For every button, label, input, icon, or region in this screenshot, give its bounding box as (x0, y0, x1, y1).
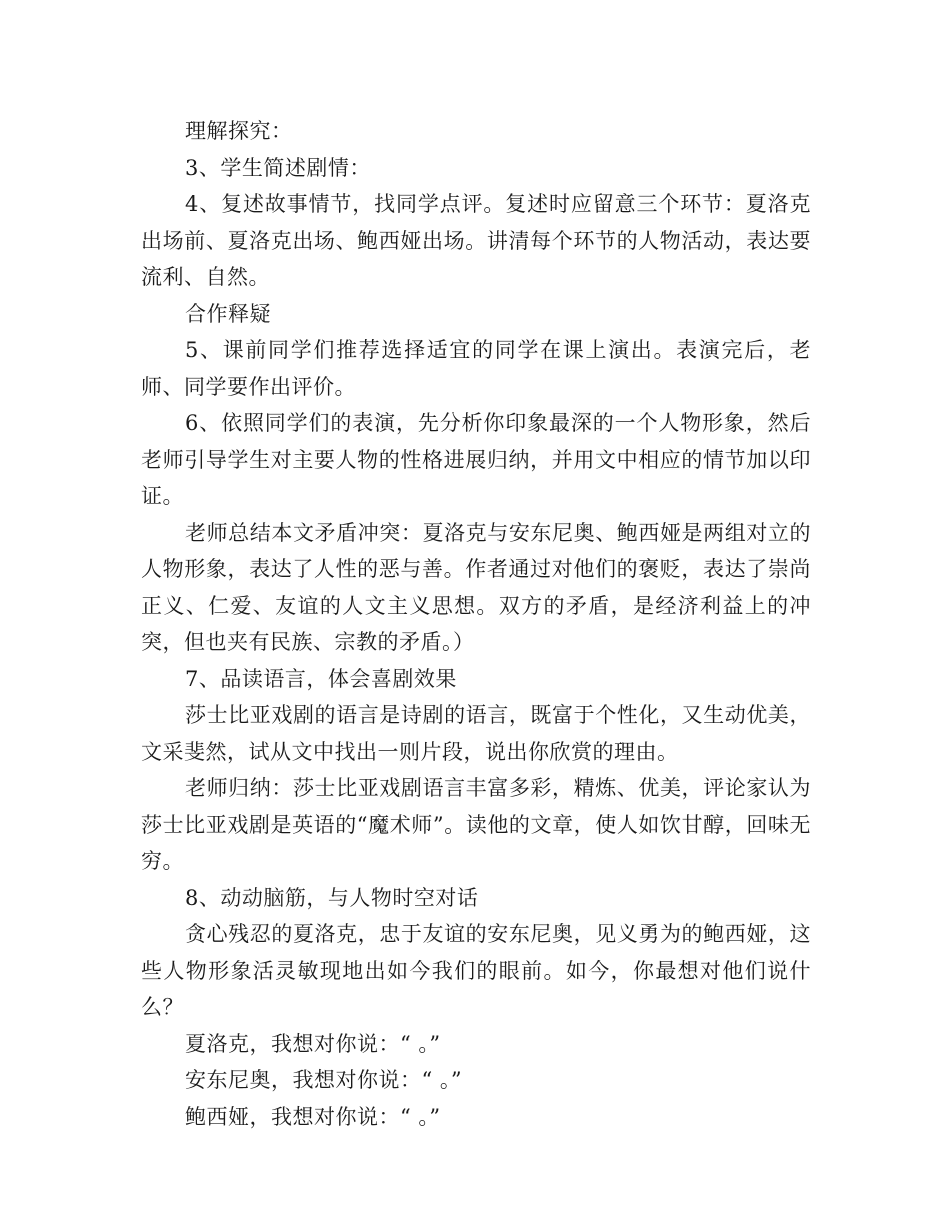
teacher-induction-paragraph: 老师归纳：莎士比亚戏剧语言丰富多彩，精炼、优美，评论家认为莎士比亚戏剧是英语的“魔术师”。读他的文章，使人如饮甘醇，回味无穷。 (141, 776, 811, 873)
step-5-paragraph: 5、课前同学们推荐选择适宜的同学在课上演出。表演完后，老师、同学要作出评价。 (141, 338, 811, 399)
step-6-paragraph: 6、依照同学们的表演，先分析你印象最深的一个人物形象，然后老师引导学生对主要人物的性格进展归纳，并用文中相应的情节加以印证。 (141, 411, 811, 508)
dialogue-portia: 鲍西娅，我想对你说：“ 。” (185, 1104, 441, 1129)
dialogue-shylock: 夏洛克，我想对你说：“ 。” (185, 1031, 441, 1056)
characters-paragraph: 贪心残忍的夏洛克，忠于友谊的安东尼奥，见义勇为的鲍西娅，这些人物形象活灵敏现地出如今我们的眼前。如今，你最想对他们说什么？ (141, 922, 811, 1019)
section-heading-cooperation: 合作释疑 (185, 301, 271, 326)
language-paragraph: 莎士比亚戏剧的语言是诗剧的语言，既富于个性化，又生动优美，文采斐然，试从文中找出一则片段，说出你欣赏的理由。 (141, 703, 811, 764)
document-body (141, 113, 811, 1135)
dialogue-antonio: 安东尼奥，我想对你说：“ 。” (185, 1068, 463, 1092)
step-3-paragraph: 3、学生简述剧情： (185, 155, 371, 180)
section-heading-understanding: 理解探究： (185, 119, 293, 143)
step-4-paragraph: 4、复述故事情节，找同学点评。复述时应留意三个环节：夏洛克出场前、夏洛克出场、鲍西娅出场。讲清每个环节的人物活动，表达要流利、自然。 (141, 192, 811, 289)
teacher-summary-paragraph: 老师总结本文矛盾冲突：夏洛克与安东尼奥、鲍西娅是两组对立的人物形象，表达了人性的恶与善。作者通过对他们的褒贬，表达了崇尚正义、仁爱、友谊的人文主义思想。双方的矛盾，是经济利益上的冲突，但也夹有民族、宗教的矛盾。） (141, 520, 811, 654)
step-8-paragraph: 8、动动脑筋，与人物时空对话 (185, 885, 479, 910)
step-7-paragraph: 7、品读语言，体会喜剧效果 (185, 666, 457, 691)
